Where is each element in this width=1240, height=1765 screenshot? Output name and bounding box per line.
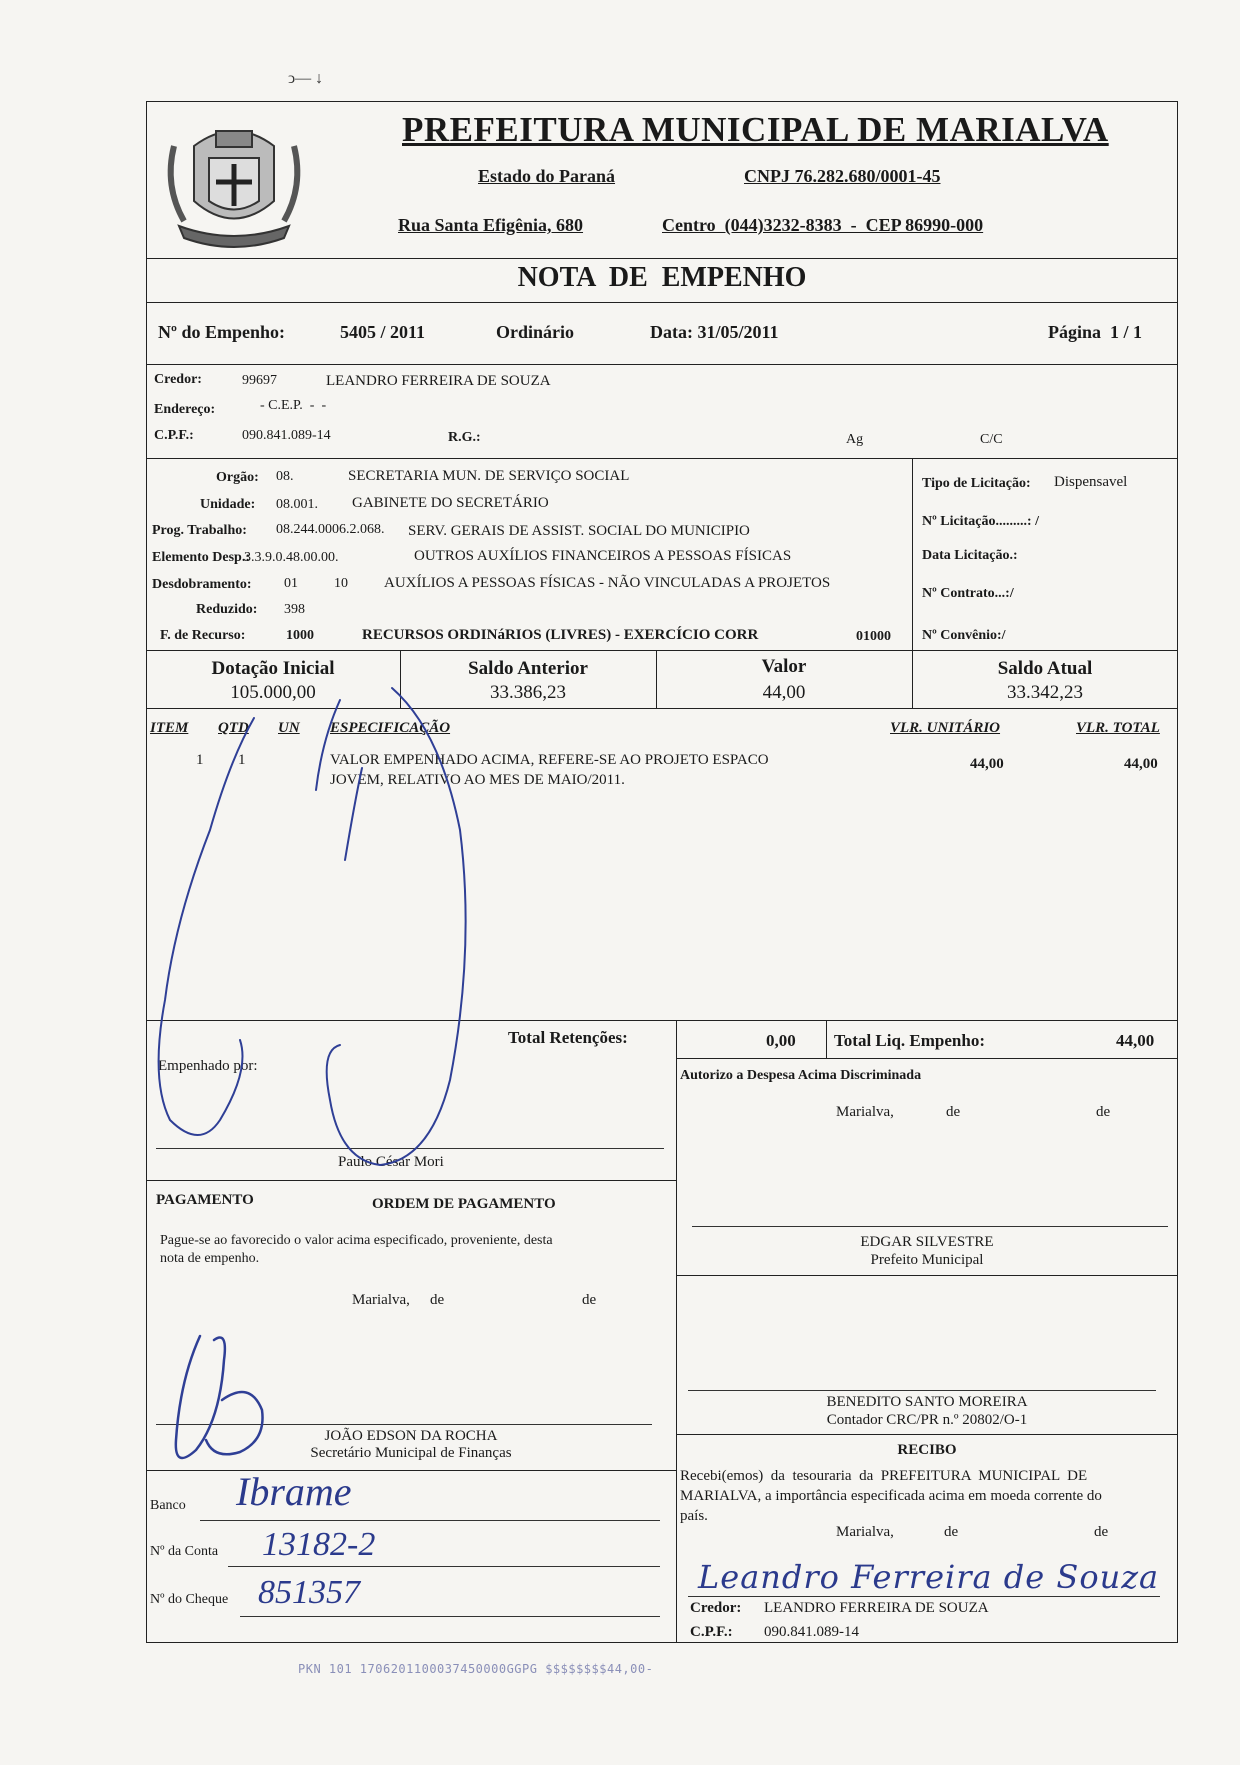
recibo-de1: de (944, 1524, 959, 1540)
cnpj-text: CNPJ 76.282.680/0001-45 (744, 166, 941, 186)
prog-name: SERV. GERAIS DE ASSIST. SOCIAL DO MUNICIPIO (408, 523, 750, 539)
document-title: NOTA DE EMPENHO (517, 262, 807, 293)
recibo-credor-label: Credor: (690, 1600, 742, 1616)
orgao-code: 08. (276, 469, 294, 484)
pagamento-de1: de (430, 1292, 445, 1308)
contrato-number: Nº Contrato...:/ (922, 586, 1014, 601)
orgao-label: Orgão: (216, 470, 259, 485)
empenhado-por-label: Empenhado por: (158, 1058, 258, 1074)
recibo-cpf-label: C.P.F.: (690, 1624, 733, 1640)
recurso-name: RECURSOS ORDINáRIOS (LIVRES) - EXERCÍCIO CORR (362, 627, 759, 643)
total-liquido-label: Total Liq. Empenho: (834, 1031, 985, 1050)
rg-label: R.G.: (448, 430, 481, 445)
saldo-anterior-value: 33.386,23 (490, 682, 566, 703)
empenhado-signer: Paulo César Mori (338, 1154, 444, 1170)
elemento-label: Elemento Desp.: (152, 550, 250, 565)
saldo-atual-label: Saldo Atual (997, 658, 1093, 679)
autorizo-label: Autorizo a Despesa Acima Discriminada (680, 1068, 922, 1083)
scan-mark: ↄ— ↓ (288, 70, 324, 87)
empenho-number-label: Nº do Empenho: (158, 322, 285, 342)
recibo-credor-value: LEANDRO FERREIRA DE SOUZA (764, 1600, 989, 1616)
pagamento-de2: de (582, 1292, 597, 1308)
reduzido-value: 398 (284, 602, 305, 617)
col-unit-value: VLR. UNITÁRIO (890, 720, 1001, 736)
cpf-label: C.P.F.: (154, 428, 194, 443)
dotacao-label: Dotação Inicial (211, 658, 335, 679)
item-number: 1 (196, 752, 204, 768)
tipo-licitacao-value: Dispensavel (1054, 474, 1128, 490)
desdobramento-label: Desdobramento: (152, 577, 252, 592)
address-label: Endereço: (154, 402, 216, 417)
item-unit-value: 44,00 (970, 756, 1004, 772)
elemento-name: OUTROS AUXÍLIOS FINANCEIROS A PESSOAS FÍSICAS (414, 548, 792, 564)
prefeito-role: Prefeito Municipal (870, 1252, 984, 1268)
cc-label: C/C (980, 432, 1003, 447)
empenho-type: Ordinário (496, 322, 575, 342)
col-total-value: VLR. TOTAL (1076, 720, 1160, 736)
empenho-date: Data: 31/05/2011 (650, 322, 779, 342)
banco-label: Banco (150, 1498, 186, 1513)
item-desc-line1: VALOR EMPENHADO ACIMA, REFERE-SE AO PROJETO ESPACO (330, 752, 769, 768)
recibo-text-line1: Recebi(emos) da tesouraria da PREFEITURA MUNICIPAL DE (680, 1468, 1088, 1484)
contador-name: BENEDITO SANTO MOREIRA (826, 1394, 1028, 1410)
prog-label: Prog. Trabalho: (152, 523, 247, 538)
address-value: - C.E.P. - - (260, 398, 327, 413)
recibo-place: Marialva, (836, 1524, 894, 1540)
col-qtd: QTD (218, 720, 249, 736)
city-hall-title: PREFEITURA MUNICIPAL DE MARIALVA (402, 110, 1109, 149)
dotacao-value: 105.000,00 (230, 682, 316, 703)
desdobramento-code2: 10 (334, 576, 348, 591)
credor-handwritten-signature: Leandro Ferreira de Souza (698, 1558, 1160, 1596)
total-liquido-value: 44,00 (1116, 1031, 1155, 1050)
page-number: Página 1 / 1 (1048, 322, 1143, 342)
recibo-text-line2: MARIALVA, a importância especificada acima em moeda corrente do (680, 1488, 1102, 1504)
valor-label: Valor (761, 656, 807, 677)
cheque-handwritten: 851357 (258, 1574, 360, 1611)
recibo-label: RECIBO (897, 1442, 957, 1458)
tipo-licitacao-label: Tipo de Licitação: (922, 476, 1031, 491)
desdobramento-code1: 01 (284, 576, 298, 591)
desdobramento-name: AUXÍLIOS A PESSOAS FÍSICAS - NÃO VINCULADAS A PROJETOS (384, 575, 831, 591)
total-retencoes-value: 0,00 (766, 1031, 796, 1050)
recibo-text-line3: país. (680, 1508, 708, 1524)
autorizo-place: Marialva, (836, 1104, 894, 1120)
total-retencoes-label: Total Retenções: (508, 1028, 628, 1047)
col-un: UN (278, 720, 300, 736)
prog-code: 08.244.0006.2.068. (276, 522, 385, 537)
credor-code: 99697 (242, 373, 277, 388)
credor-label: Credor: (154, 372, 202, 387)
conta-handwritten: 13182-2 (262, 1526, 376, 1563)
item-qty: 1 (238, 752, 246, 768)
elemento-code: 3.3.9.0.48.00.00. (244, 550, 339, 565)
valor-value: 44,00 (762, 682, 806, 703)
empenho-number: 5405 / 2011 (340, 322, 426, 342)
reduzido-label: Reduzido: (196, 602, 258, 617)
secretario-name: JOÃO EDSON DA ROCHA (324, 1428, 498, 1444)
autorizo-de2: de (1096, 1104, 1111, 1120)
item-total-value: 44,00 (1124, 756, 1158, 772)
unidade-name: GABINETE DO SECRETÁRIO (352, 495, 549, 511)
state-name: Estado do Paraná (478, 166, 616, 186)
ag-label: Ag (846, 432, 864, 447)
pagamento-text-line1: Pague-se ao favorecido o valor acima especificado, proveniente, desta (160, 1233, 553, 1248)
cpf-value: 090.841.089-14 (242, 428, 331, 443)
autorizo-de1: de (946, 1104, 961, 1120)
prefeito-name: EDGAR SILVESTRE (860, 1234, 994, 1250)
banco-handwritten: Ibrame (236, 1469, 352, 1514)
pagamento-place: Marialva, (352, 1292, 410, 1308)
saldo-atual-value: 33.342,23 (1007, 682, 1083, 703)
item-desc-line2: JOVEM, RELATIVO AO MES DE MAIO/2011. (330, 772, 625, 788)
recurso-label: F. de Recurso: (160, 628, 246, 643)
unidade-label: Unidade: (200, 497, 256, 512)
pagamento-label: PAGAMENTO (156, 1192, 254, 1208)
recurso-code: 1000 (286, 628, 314, 643)
licitacao-number: Nº Licitação.........: / (922, 514, 1039, 529)
pagamento-text-line2: nota de empenho. (160, 1251, 260, 1266)
saldo-anterior-label: Saldo Anterior (468, 658, 588, 679)
footer-authentication-print: PKN 101 1706201100037450000GGPG $$$$$$$$44,00- (298, 1662, 654, 1676)
cheque-label: Nº do Cheque (150, 1592, 229, 1607)
convenio-number: Nº Convênio:/ (922, 628, 1006, 643)
conta-label: Nº da Conta (150, 1544, 219, 1559)
col-especificacao: ESPECIFICAÇÃO (330, 720, 451, 736)
recurso-code2: 01000 (856, 629, 891, 644)
address-street: Rua Santa Efigênia, 680 (398, 215, 584, 235)
orgao-name: SECRETARIA MUN. DE SERVIÇO SOCIAL (348, 468, 630, 484)
credor-name: LEANDRO FERREIRA DE SOUZA (326, 373, 551, 389)
recibo-cpf-value: 090.841.089-14 (764, 1624, 859, 1640)
address-details: Centro (044)3232-8383 - CEP 86990-000 (662, 215, 984, 235)
unidade-code: 08.001. (276, 497, 318, 512)
ordem-pagamento-label: ORDEM DE PAGAMENTO (372, 1196, 556, 1212)
licitacao-date: Data Licitação.: (922, 548, 1018, 563)
recibo-de2: de (1094, 1524, 1109, 1540)
secretario-role: Secretário Municipal de Finanças (310, 1445, 512, 1461)
col-item: ITEM (150, 720, 189, 736)
contador-role: Contador CRC/PR n.º 20802/O-1 (826, 1412, 1028, 1428)
